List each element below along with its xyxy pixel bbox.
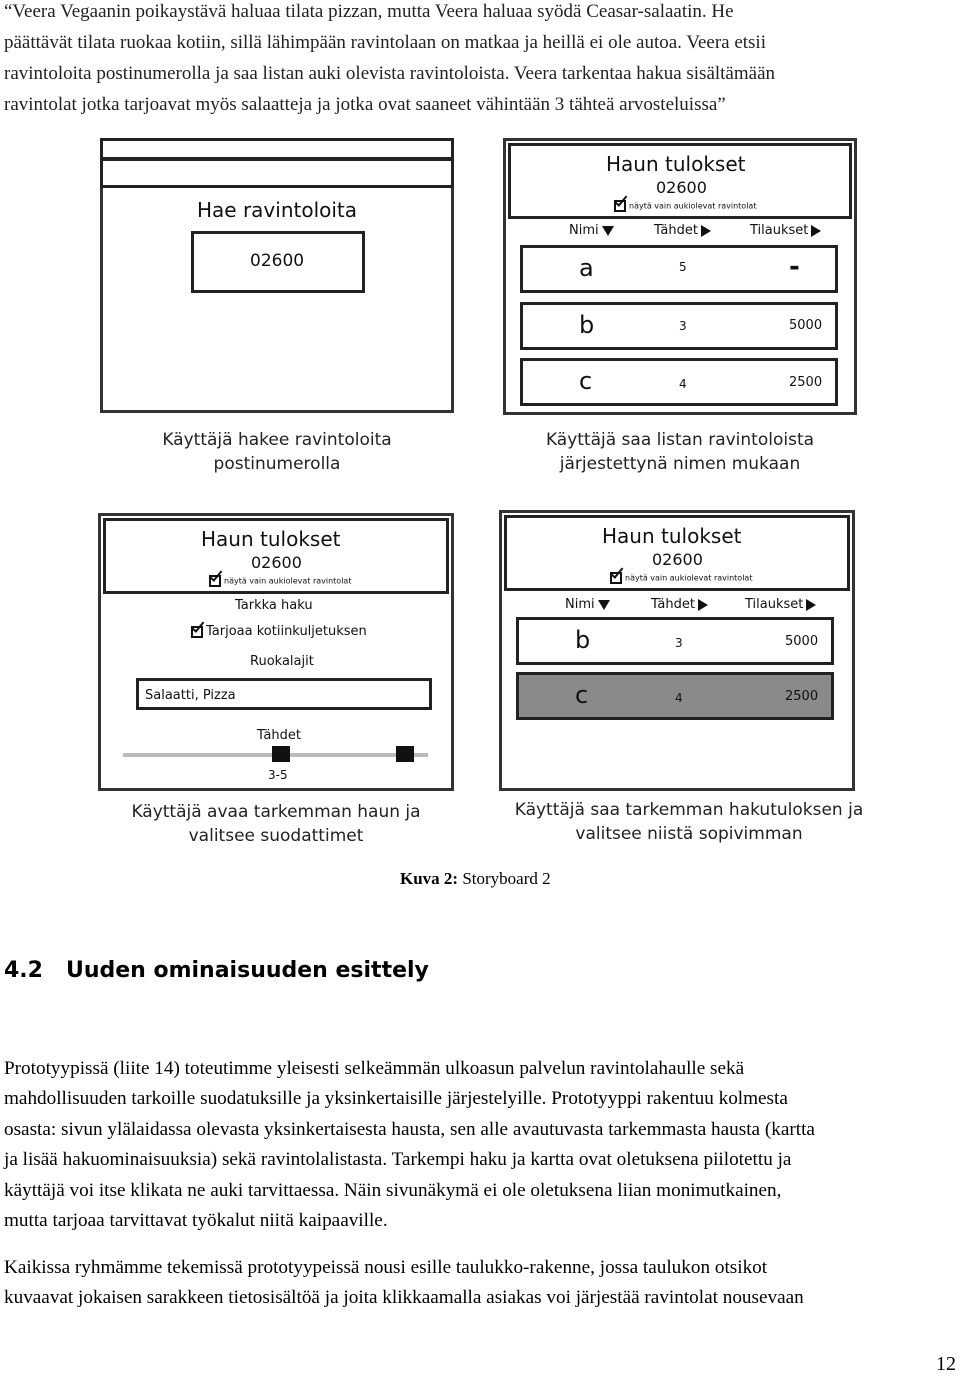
row-orders: 5000	[789, 318, 823, 333]
row-orders: 2500	[785, 689, 819, 704]
table-row[interactable]	[520, 245, 838, 293]
intro-line: “Veera Vegaanin poikaystävä haluaa tilata pizzan, mutta Veera haluaa syödä Ceasar-salaatin. He	[4, 1, 734, 22]
checkmark-icon	[614, 200, 626, 212]
row-name: b	[575, 626, 591, 654]
body-line: ja lisää hakuominaisuuksia) sekä ravintolalistasta. Tarkempi haku ja kartta ovat oletuksena piilotettu ja	[4, 1149, 792, 1171]
row-name: c	[575, 681, 589, 709]
row-stars: 3	[679, 319, 687, 333]
storyboard-panel-4	[499, 510, 855, 791]
body-line: osasta: sivun ylälaidassa olevasta yksinkertaisesta hausta, sen alle avautuvasta tarkemmasta hausta (kartta	[4, 1118, 815, 1140]
col-stars-label: Tähdet	[654, 223, 698, 238]
open-only-label: näytä vain aukiolevat ravintolat	[625, 573, 753, 583]
results-postcode: 02600	[652, 550, 703, 569]
stars-slider-handle-max[interactable]	[396, 746, 414, 762]
delivery-label: Tarjoaa kotiinkuljetuksen	[206, 624, 367, 639]
row-stars: 5	[679, 260, 687, 274]
intro-line: päättävät tilata ruokaa kotiin, sillä lähimpään ravintolaan on matkaa ja heillä ei ole autoa. Veera etsii	[4, 32, 766, 53]
dishes-input[interactable]	[136, 678, 432, 710]
panel-title: Hae ravintoloita	[197, 198, 358, 222]
panel-caption	[100, 428, 454, 476]
table-row[interactable]	[520, 302, 838, 350]
row-orders: 2500	[789, 375, 823, 390]
caption-line: postinumerolla	[213, 454, 341, 474]
caption-line: Käyttäjä saa tarkemman hakutuloksen ja	[514, 800, 864, 820]
delivery-checkbox[interactable]	[191, 624, 367, 639]
stars-slider-handle-min[interactable]	[272, 746, 290, 762]
row-stars: 3	[675, 636, 683, 650]
page-number: 12	[936, 1353, 956, 1375]
section-heading: 4.2 Uuden ominaisuuden esittely	[4, 958, 429, 983]
col-orders-label: Tilaukset	[745, 597, 804, 612]
caption-line: valitsee suodattimet	[188, 826, 364, 846]
intro-quote	[4, 0, 956, 120]
intro-line: ravintolat jotka tarjoavat myös salaatteja ja jotka ovat saaneet vähintään 3 tähteä arvosteluissa”	[4, 94, 726, 115]
row-name: c	[579, 367, 593, 395]
row-orders: -	[789, 252, 800, 282]
sort-by-stars[interactable]	[654, 223, 711, 238]
panel-caption	[98, 800, 454, 848]
row-name: a	[579, 254, 594, 282]
storyboard-panel-2	[503, 138, 857, 415]
figure-caption-text: Storyboard 2	[458, 869, 551, 888]
intro-line: ravintoloita postinumerolla ja saa listan auki olevista ravintoloista. Veera tarkentaa hakua sisältämään	[4, 63, 776, 84]
row-name: b	[579, 311, 595, 339]
row-stars: 4	[679, 377, 687, 391]
body-line: Kaikissa ryhmämme tekemissä prototyypeissä nousi esille taulukko-rakenne, jossa taulukon otsikot	[4, 1257, 768, 1278]
table-row-selected[interactable]	[516, 672, 834, 720]
sort-by-name[interactable]	[569, 223, 614, 238]
storyboard-panel-1	[100, 138, 454, 413]
figure-caption	[400, 869, 551, 889]
sort-right-icon	[811, 225, 821, 237]
body-line: mutta tarjoaa tarvittavat työkalut niitä kaipaaville.	[4, 1210, 388, 1232]
results-postcode: 02600	[656, 178, 707, 197]
body-line: Prototyypissä (liite 14) toteutimme yleisesti selkeämmän ulkoasun palvelun ravintolahaulle sekä	[4, 1058, 745, 1079]
advanced-search-label[interactable]: Tarkka haku	[235, 598, 313, 613]
browser-bar-address	[100, 158, 454, 188]
sort-by-stars[interactable]	[651, 597, 708, 612]
stars-label: Tähdet	[257, 728, 301, 743]
results-title: Haun tulokset	[606, 152, 746, 176]
caption-line: Käyttäjä avaa tarkemman haun ja	[131, 802, 421, 822]
open-only-checkbox[interactable]	[209, 575, 351, 587]
panel-caption	[499, 798, 879, 846]
checkmark-icon	[209, 575, 221, 587]
postcode-value: 02600	[250, 251, 305, 271]
sort-by-orders[interactable]	[750, 223, 821, 238]
panel-caption	[503, 428, 857, 476]
results-header	[508, 143, 852, 219]
body-line: mahdollisuuden tarkoille suodatuksille ja yksinkertaisille järjestelyille. Prototyyppi rakentuu kolmesta	[4, 1088, 788, 1110]
row-stars: 4	[675, 691, 683, 705]
col-orders-label: Tilaukset	[750, 223, 809, 238]
checkmark-icon	[191, 626, 203, 638]
checkmark-icon	[610, 572, 622, 584]
body-line: kuvaavat jokaisen sarakkeen tietosisältöä ja joita klikkaamalla asiakas voi järjestää ravintolat nousevaan	[4, 1287, 804, 1309]
results-header	[103, 518, 449, 594]
body-paragraph-2	[4, 1253, 956, 1314]
stars-range-value: 3-5	[268, 768, 288, 782]
results-postcode: 02600	[251, 553, 302, 572]
dishes-value: Salaatti, Pizza	[145, 688, 236, 703]
sort-down-icon	[598, 600, 610, 610]
caption-line: Käyttäjä saa listan ravintoloista	[545, 430, 815, 450]
col-name-label: Nimi	[565, 597, 595, 612]
caption-line: valitsee niistä sopivimman	[575, 824, 803, 844]
figure-caption-label: Kuva 2:	[400, 869, 459, 888]
caption-line: järjestettynä nimen mukaan	[559, 454, 801, 474]
browser-bar-top	[100, 138, 454, 160]
dishes-label: Ruokalajit	[250, 654, 314, 669]
caption-line: Käyttäjä hakee ravintoloita	[162, 430, 392, 450]
open-only-label: näytä vain aukiolevat ravintolat	[629, 201, 757, 211]
results-title: Haun tulokset	[602, 524, 742, 548]
sort-down-icon	[602, 226, 614, 236]
storyboard-panel-3	[98, 513, 454, 791]
body-line: käyttäjä voi itse klikata ne auki tarvittaessa. Näin sivunäkymä ei ole oletuksena liian monimutkainen,	[4, 1179, 782, 1201]
results-header	[504, 515, 850, 591]
open-only-label: näytä vain aukiolevat ravintolat	[224, 576, 352, 586]
col-name-label: Nimi	[569, 223, 599, 238]
row-orders: 5000	[785, 634, 819, 649]
open-only-checkbox[interactable]	[610, 572, 752, 584]
body-paragraph-1	[4, 1054, 956, 1236]
col-stars-label: Tähdet	[651, 597, 695, 612]
sort-right-icon	[698, 599, 708, 611]
sort-by-name[interactable]	[565, 597, 610, 612]
table-row[interactable]	[516, 617, 834, 665]
open-only-checkbox[interactable]	[614, 200, 756, 212]
sort-right-icon	[806, 599, 816, 611]
postcode-input[interactable]	[191, 231, 365, 293]
results-title: Haun tulokset	[201, 527, 341, 551]
sort-right-icon	[701, 225, 711, 237]
table-row[interactable]	[520, 358, 838, 406]
sort-by-orders[interactable]	[745, 597, 816, 612]
